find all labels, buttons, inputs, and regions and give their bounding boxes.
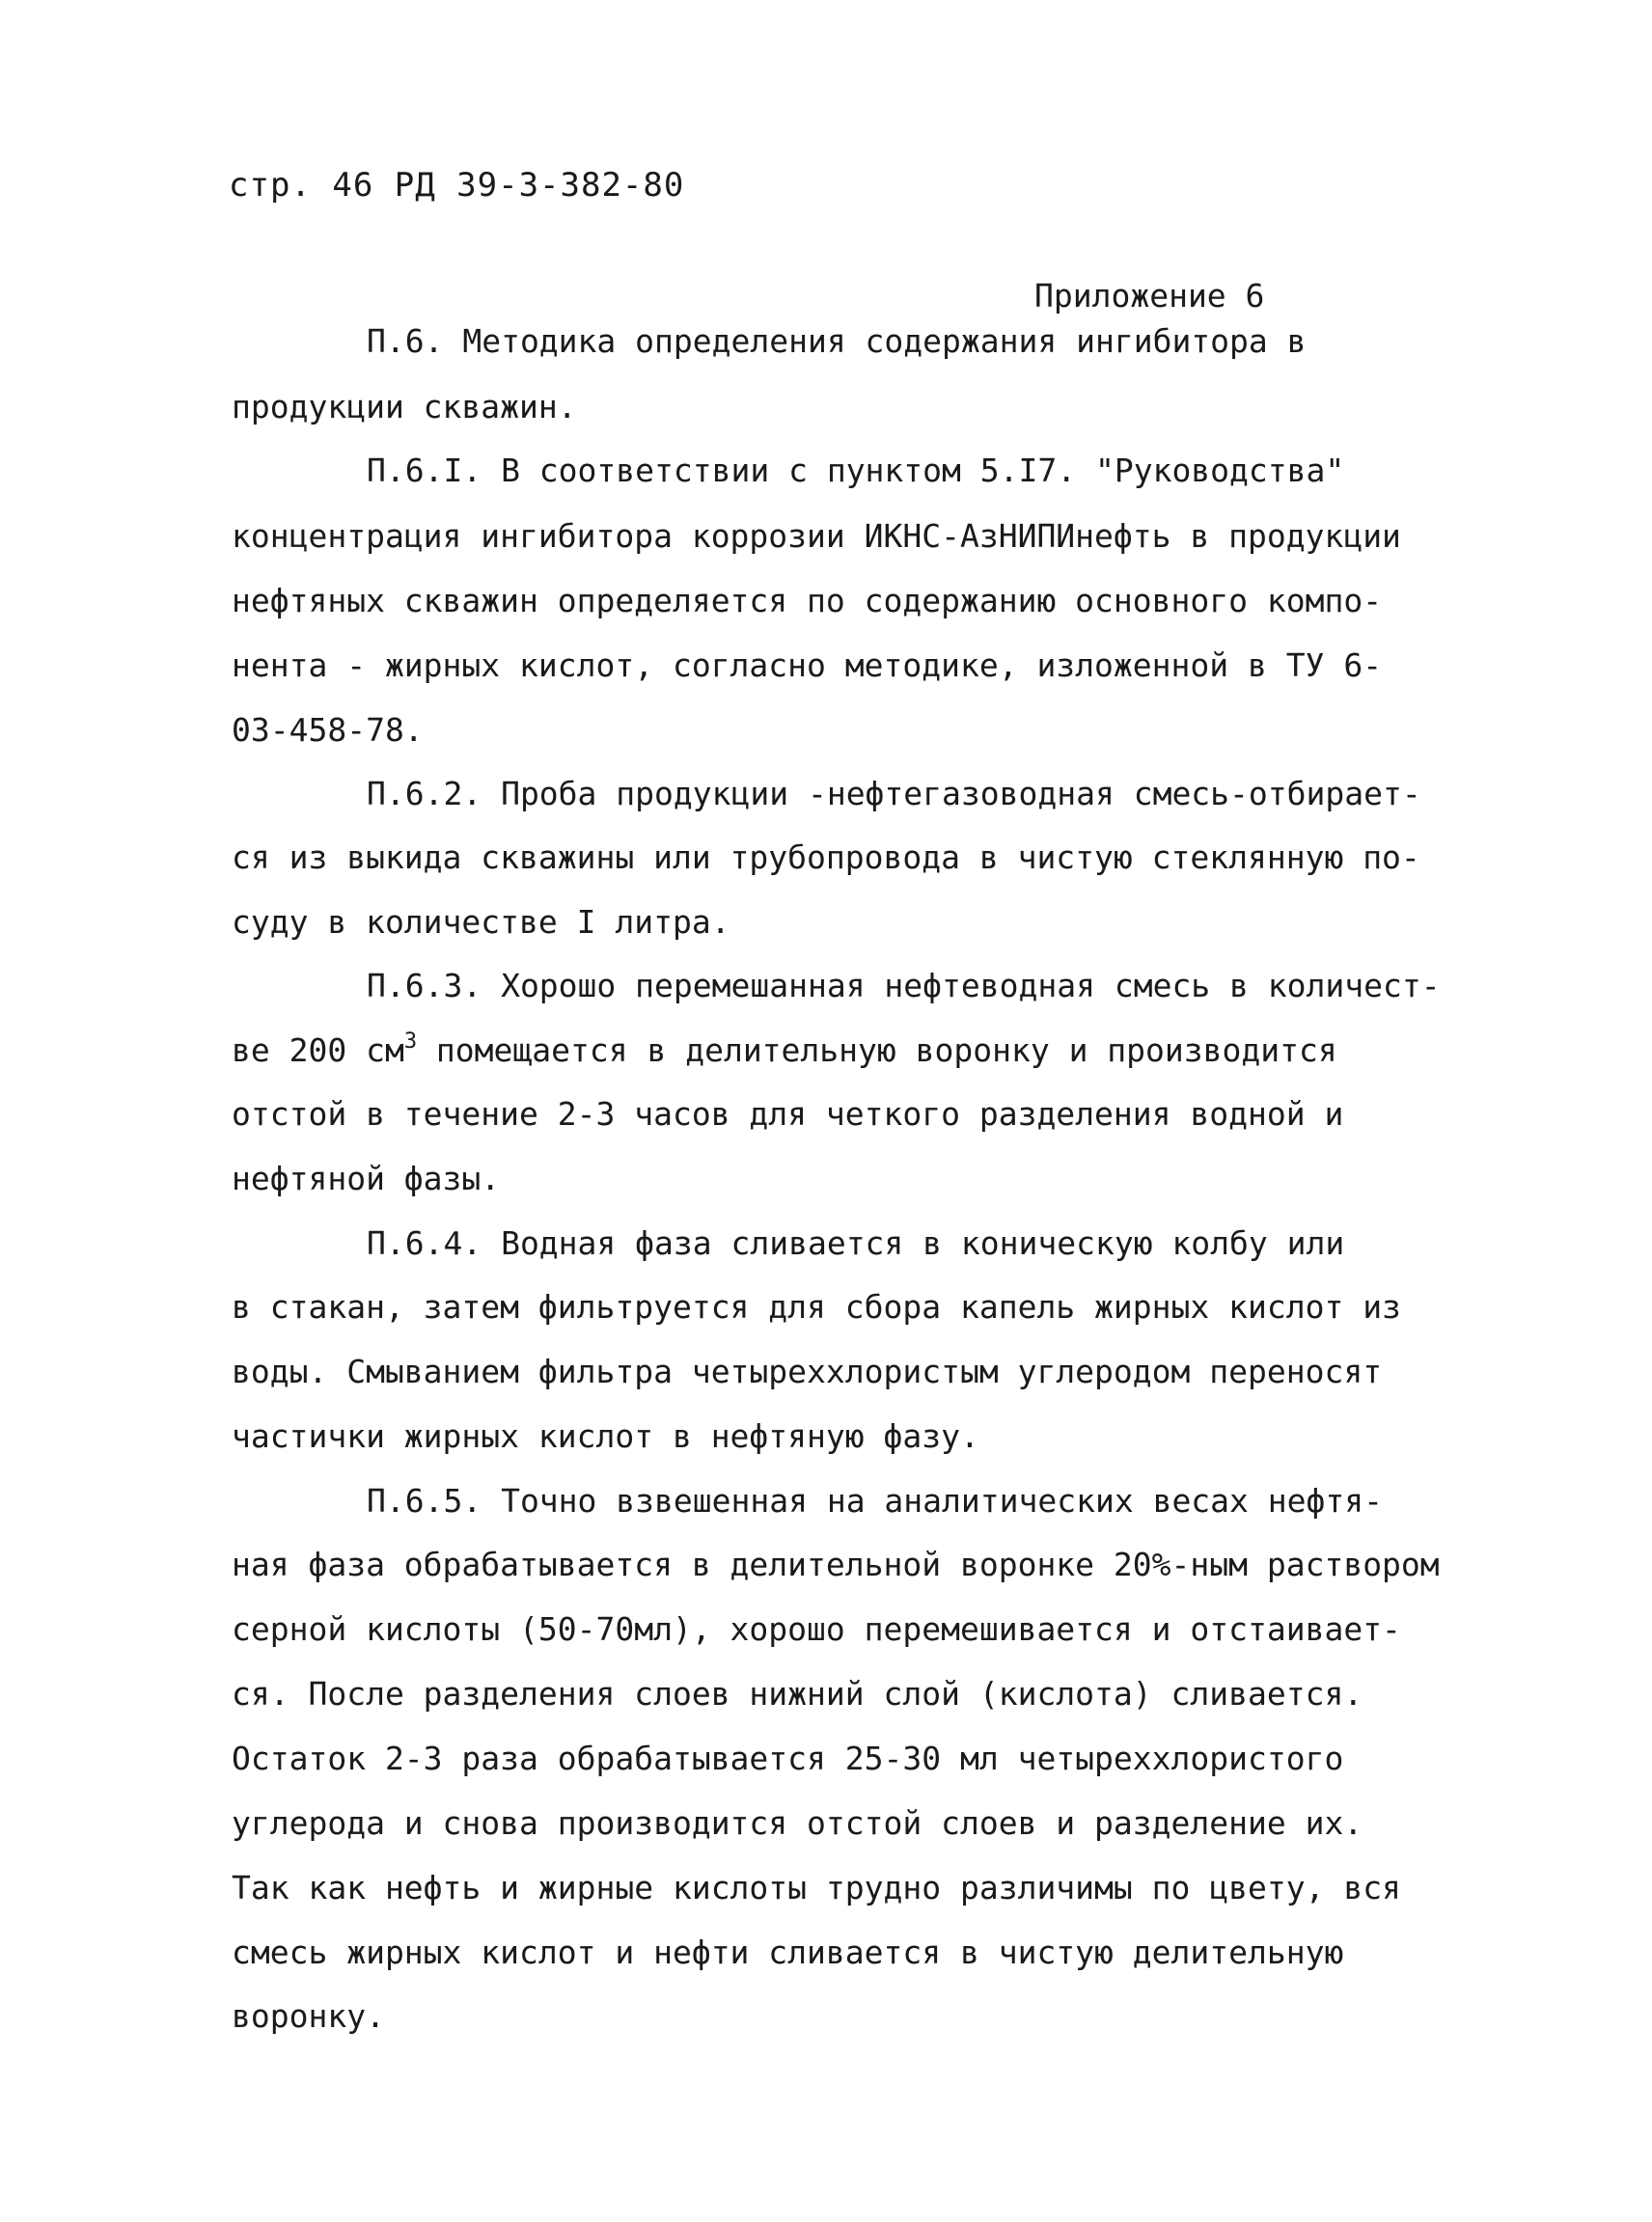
text-line: концентрация ингибитора коррозии ИКНС-АзНИПИнефть в продукции	[232, 517, 1401, 555]
text-line: ся. После разделения слоев нижний слой (кислота) сливается.	[232, 1675, 1363, 1713]
text-line: в стакан, затем фильтруется для сбора капель жирных кислот из	[232, 1288, 1401, 1326]
text-line: суду в количестве I литра.	[232, 903, 730, 941]
text-line: ся из выкида скважины или трубопровода в чистую стеклянную по-	[232, 838, 1420, 876]
text-line: нента - жирных кислот, согласно методике, изложенной в ТУ 6-	[232, 646, 1383, 684]
page-header: стр. 46 РД 39-3-382-80	[229, 166, 685, 205]
appendix-title: Приложение 6	[1034, 277, 1265, 315]
text-line: Остаток 2-3 раза обрабатывается 25-30 мл четыреххлористого	[232, 1740, 1344, 1777]
paragraph-start: П.6.3. Хорошо перемешанная нефтеводная смесь в количест-	[367, 967, 1441, 1004]
paragraph-start: П.6.4. Водная фаза сливается в коническую колбу или	[367, 1224, 1345, 1262]
text-segment: ве 200 см	[232, 1031, 404, 1069]
text-line: воды. Смыванием фильтра четыреххлористым углеродом переносят	[232, 1353, 1383, 1390]
text-segment: помещается в делительную воронку и производится	[417, 1031, 1337, 1069]
text-line: нефтяных скважин определяется по содержанию основного компо-	[232, 582, 1383, 619]
text-line: углерода и снова производится отстой слоев и разделение их.	[232, 1804, 1363, 1842]
text-line: смесь жирных кислот и нефти сливается в чистую делительную	[232, 1934, 1344, 1971]
paragraph-start: П.6.2. Проба продукции -нефтегазоводная смесь-отбирает-	[367, 775, 1421, 812]
text-line: нефтяной фазы.	[232, 1160, 501, 1197]
text-line: продукции скважин.	[232, 388, 577, 425]
text-line: серной кислоты (50-70мл), хорошо перемешивается и отстаивает-	[232, 1610, 1401, 1648]
text-line: частички жирных кислот в нефтяную фазу.	[232, 1417, 979, 1455]
text-line	[232, 1029, 1337, 1069]
section-heading: П.6. Методика определения содержания ингибитора в	[367, 322, 1307, 360]
paragraph-start: П.6.5. Точно взвешенная на аналитических весах нефтя-	[367, 1482, 1383, 1520]
text-line: 03-458-78.	[232, 711, 424, 749]
text-line: воронку.	[232, 1997, 385, 2035]
text-line: Так как нефть и жирные кислоты трудно различимы по цвету, вся	[232, 1869, 1401, 1907]
text-line: отстой в течение 2-3 часов для четкого разделения водной и	[232, 1095, 1344, 1133]
paragraph-start: П.6.I. В соответствии с пунктом 5.I7. "Руководства"	[367, 452, 1345, 489]
superscript: 3	[403, 1029, 418, 1054]
text-line: ная фаза обрабатывается в делительной воронке 20%-ным раствором	[232, 1546, 1440, 1583]
